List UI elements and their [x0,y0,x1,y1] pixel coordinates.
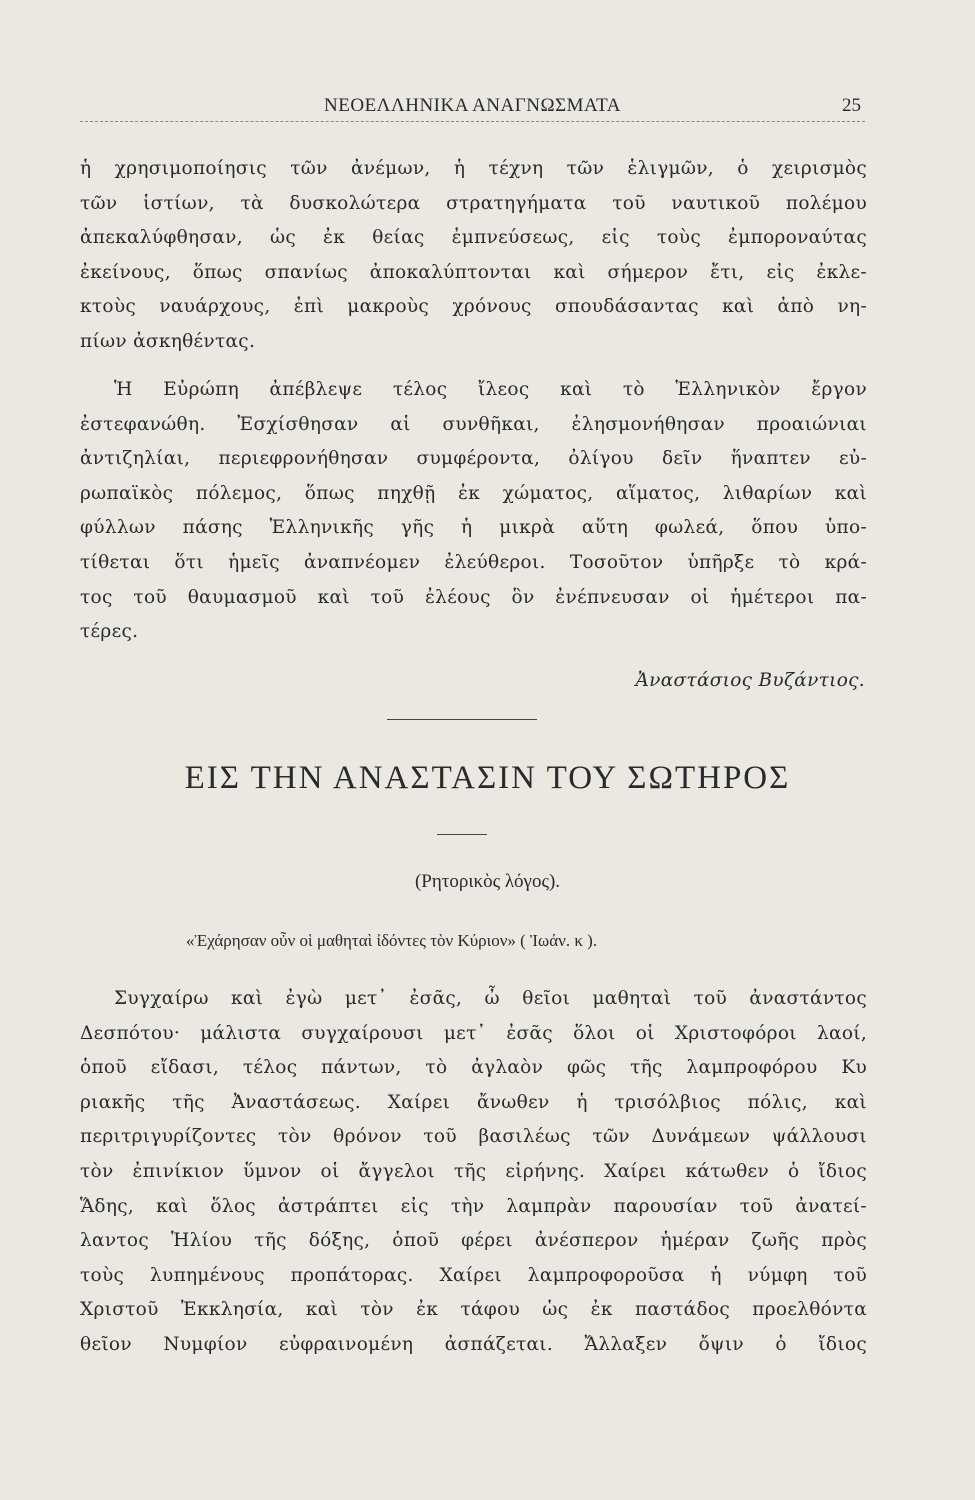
epigraph: «Ἐχάρησαν οὖν οἱ μαθηταὶ ἰδόντες τὸν Κύριον» ( Ἰωάν. κ ). [186,931,598,950]
text-line: Ἡ Εὐρώπη ἀπέβλεψε τέλος ἴλεος καὶ τὸ Ἑλληνικὸν ἔργον [114,379,867,400]
page-header [80,95,865,122]
text-line: Συγχαίρω καὶ ἐγὼ μετ᾽ ἐσᾶς, ὦ θεῖοι μαθηταὶ τοῦ ἀναστάντος [114,988,867,1009]
text-line: ἐστεφανώθη. Ἐσχίσθησαν αἱ συνθῆκαι, ἐλησμονήθησαν προαιώνιαι [80,413,867,435]
text-line: τίθεται ὅτι ἡμεῖς ἀναπνέομεν ἐλεύθεροι. Τοσοῦτον ὑπῆρξε τὸ κρά- [80,551,867,573]
author-signature: Ἀναστάσιος Βυζάντιος. [635,670,865,691]
text-line: ἐκείνους, ὅπως σπανίως ἀποκαλύπτονται καὶ σήμερον ἔτι, εἰς ἐκλε- [80,261,867,283]
text-line: ὁποῦ εἴδασι, τέλος πάντων, τὸ ἀγλαὸν φῶς τῆς λαμπροφόρου Κυ [80,1057,867,1079]
text-line: ρωπαϊκὸς πόλεμος, ὅπως πηχθῇ ἐκ χώματος, αἵματος, λιθαρίων καὶ [80,482,867,504]
text-line: τοὺς λυπημένους προπάτορας. Χαίρει λαμπροφοροῦσα ἡ νύμφη τοῦ [80,1264,867,1286]
text-line: τῶν ἱστίων, τὰ δυσκολώτερα στρατηγήματα τοῦ ναυτικοῦ πολέμου [80,192,867,214]
text-line: Δεσπότου· μάλιστα συγχαίρουσι μετ᾽ ἐσᾶς ὅλοι οἱ Χριστοφόροι λαοί, [80,1022,867,1044]
text-line: πίων ἀσκηθέντας. [80,330,256,352]
text-line: Ἅδης, καὶ ὅλος ἀστράπτει εἰς τὴν λαμπρὰν παρουσίαν τοῦ ἀνατεί- [80,1195,867,1217]
text-line: θεῖον Νυμφίον εὐφραινομένη ἀσπάζεται. Ἄλλαξεν ὄψιν ὁ ἴδιος [80,1333,867,1355]
text-line: φύλλων πάσης Ἑλληνικῆς γῆς ἡ μικρὰ αὕτη φωλεά, ὅπου ὑπο- [80,517,867,539]
title-divider [437,834,487,835]
page-number: 25 [842,95,861,116]
section-title: ΕΙΣ ΤΗΝ ΑΝΑΣΤΑΣΙΝ ΤΟΥ ΣΩΤΗΡΟΣ [184,760,791,796]
text-line: ἀντιζηλίαι, περιεφρονήθησαν συμφέροντα, ὀλίγου δεῖν ἥναπτεν εὐ- [80,448,867,470]
text-line: τὸν ἐπινίκιον ὕμνον οἱ ἄγγελοι τῆς εἰρήνης. Χαίρει κάτωθεν ὁ ἴδιος [80,1160,867,1182]
running-title: ΝΕΟΕΛΛΗΝΙΚΑ ΑΝΑΓΝΩΣΜΑΤΑ [324,95,621,116]
passage-3 [80,982,867,1363]
passage-2 [80,373,867,650]
text-line: λαντος Ἡλίου τῆς δόξης, ὁποῦ φέρει ἀνέσπερον ἡμέραν ζωῆς πρὸς [80,1230,867,1252]
text-line: ἀπεκαλύφθησαν, ὡς ἐκ θείας ἐμπνεύσεως, εἰς τοὺς ἐμποροναύτας [80,227,867,249]
text-line: περιτριγυρίζοντες τὸν θρόνον τοῦ βασιλέως τῶν Δυνάμεων ψάλλουσι [80,1126,867,1148]
text-line: ἡ χρησιμοποίησις τῶν ἀνέμων, ἡ τέχνη τῶν ἑλιγμῶν, ὁ χειρισμὸς [80,158,867,179]
text-line: κτοὺς ναυάρχους, ἐπὶ μακροὺς χρόνους σπουδάσαντας καὶ ἀπὸ νη- [80,296,867,318]
text-line: τος τοῦ θαυμασμοῦ καὶ τοῦ ἐλέους ὃν ἐνέπνευσαν οἱ ἡμέτεροι πα- [80,586,867,608]
section-subtitle: (Ρητορικὸς λόγος). [414,871,561,892]
text-line: ριακῆς τῆς Ἀναστάσεως. Χαίρει ἄνωθεν ἡ τρισόλβιος πόλις, καὶ [80,1091,867,1113]
passage-1 [80,152,867,360]
text-line: τέρες. [80,621,139,643]
section-divider [387,719,537,720]
text-line: Χριστοῦ Ἐκκλησία, καὶ τὸν ἐκ τάφου ὡς ἐκ παστάδος προελθόντα [80,1299,867,1321]
